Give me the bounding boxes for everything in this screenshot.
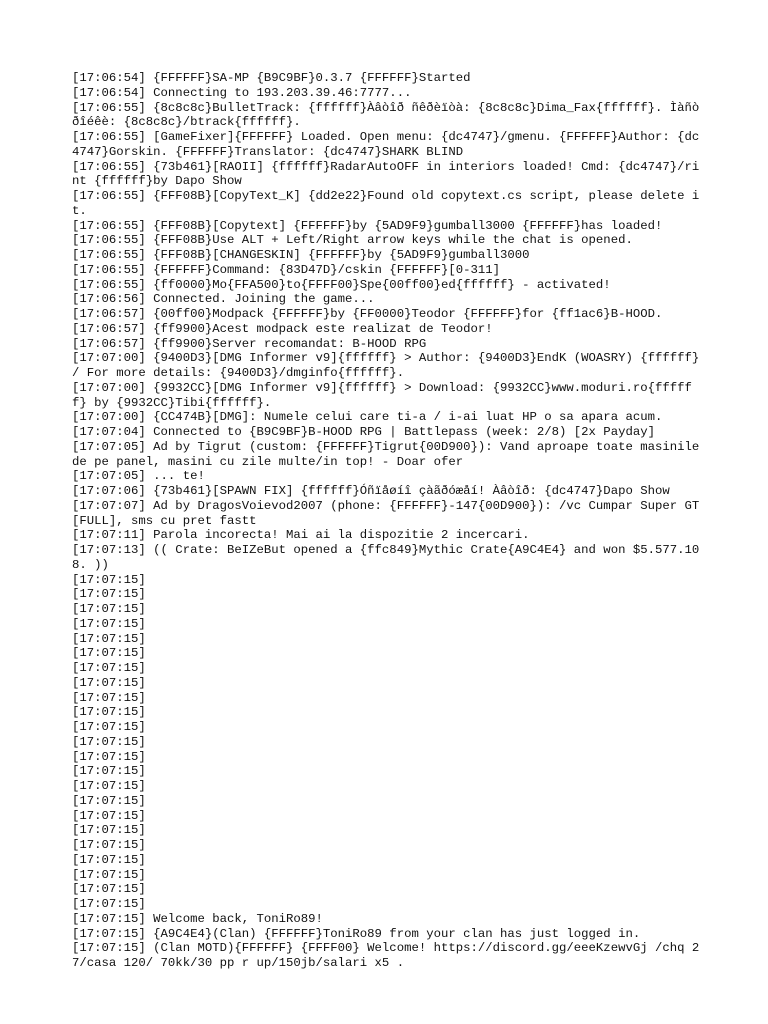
log-line: [17:07:15] xyxy=(72,882,146,897)
log-line: [17:07:15] xyxy=(72,897,146,911)
log-line: [17:07:15] {A9C4E4}(Clan) {FFFFFF}ToniRo89 from your clan has just logged in. xyxy=(72,926,641,941)
log-line: [17:07:15] xyxy=(72,675,146,690)
log-line: [17:07:15] (Clan MOTD){FFFFFF} {FFFF00} Welcome! https://discord.gg/eeeKzewvGj /chq 27/casa 120/ 70kk/30 pp r up/150jb/salari x5 . xyxy=(72,941,700,970)
log-line: [17:07:15] xyxy=(72,631,146,646)
log-line: [17:06:55] {ff0000}Mo{FFA500}to{FFFF00}Spe{00ff00}ed{ffffff} - activated! xyxy=(72,277,611,292)
log-line: [17:07:15] xyxy=(72,572,146,587)
log-line: [17:06:55] [GameFixer]{FFFFFF} Loaded. Open menu: {dc4747}/gmenu. {FFFFFF}Author: {dc4747}Gorskin. {FFFFFF}Translator: {dc4747}SHARK BLIND xyxy=(72,130,700,159)
log-line: [17:06:55] {FFFFFF}Command: {83D47D}/cskin {FFFFFF}[0-311] xyxy=(72,262,501,277)
log-line: [17:06:55] {8c8c8c}BulletTrack: {ffffff}Àâòîð ñêðèïòà: {8c8c8c}Dima_Fax{ffffff}. Ìàñòðîéêè: {8c8c8c}/btrack{ffffff}. xyxy=(72,100,700,130)
log-line: [17:07:15] xyxy=(72,646,146,661)
log-line: [17:07:07] Ad by DragosVoievod2007 (phone: {FFFFFF}-147{00D900}): /vc Cumpar Super GT [FULL], sms cu pret fastt xyxy=(72,498,707,528)
log-line: [17:06:54] {FFFFFF}SA-MP {B9C9BF}0.3.7 {FFFFFF}Started xyxy=(72,71,471,85)
log-line: [17:07:15] xyxy=(72,838,146,852)
log-line: [17:07:15] xyxy=(72,616,146,631)
log-line: [17:07:15] xyxy=(72,705,146,720)
log-line: [17:07:05] Ad by Tigrut (custom: {FFFFFF}Tigrut{00D900}): Vand aproape toate masinile de pe panel, masini cu zile multe/in top! - Doar ofer xyxy=(72,439,707,469)
log-line: [17:07:15] xyxy=(72,779,146,793)
log-line: [17:07:15] xyxy=(72,690,146,705)
chat-log xyxy=(72,71,707,971)
log-line: [17:07:15] xyxy=(72,867,146,882)
log-line: [17:06:55] {FFF08B}[Copytext] {FFFFFF}by {5AD9F9}gumball3000 {FFFFFF}has loaded! xyxy=(72,218,663,233)
log-line: [17:07:00] {9400D3}[DMG Informer v9]{ffffff} > Author: {9400D3}EndK (WOASRY) {ffffff} / For more details: {9400D3}/dmginfo{ffffff}. xyxy=(72,351,707,380)
log-line: [17:07:15] xyxy=(72,852,146,867)
log-line: [17:07:05] ... te! xyxy=(72,469,205,484)
log-line: [17:07:15] xyxy=(72,808,146,823)
log-line: [17:06:54] Connecting to 193.203.39.46:7777... xyxy=(72,85,412,100)
log-line: [17:07:15] xyxy=(72,734,146,749)
log-line: [17:06:55] {FFF08B}Use ALT + Left/Right arrow keys while the chat is opened. xyxy=(72,233,633,248)
log-line: [17:07:11] Parola incorecta! Mai ai la dispozitie 2 incercari. xyxy=(72,528,530,543)
log-line: [17:07:15] xyxy=(72,793,146,808)
log-line: [17:07:15] xyxy=(72,823,146,838)
log-line: [17:06:55] {FFF08B}[CHANGESKIN] {FFFFFF}by {5AD9F9}gumball3000 xyxy=(72,248,530,262)
log-line: [17:07:15] xyxy=(72,764,146,779)
log-line: [17:07:15] xyxy=(72,720,146,734)
log-line: [17:07:00] {9932CC}[DMG Informer v9]{ffffff} > Download: {9932CC}www.moduri.ro{ffffff} by {9932CC}Tibi{ffffff}. xyxy=(72,380,692,410)
log-line: [17:07:13] (( Crate: BeIZeBut opened a {ffc849}Mythic Crate{A9C4E4} and won $5.577.108. )) xyxy=(72,543,700,572)
log-line: [17:07:15] Welcome back, ToniRo89! xyxy=(72,911,323,926)
log-line: [17:07:15] xyxy=(72,602,146,616)
log-line: [17:06:57] {ff9900}Server recomandat: B-HOOD RPG xyxy=(72,336,427,351)
log-line: [17:06:55] {73b461}[RAOII] {ffffff}RadarAutoOFF in interiors loaded! Cmd: {dc4747}/rint {ffffff}by Dapo Show xyxy=(72,159,700,189)
log-line: [17:06:57] {ff9900}Acest modpack este realizat de Teodor! xyxy=(72,321,493,336)
log-line: [17:07:15] xyxy=(72,661,146,675)
log-line: [17:06:57] {00ff00}Modpack {FFFFFF}by {FF0000}Teodor {FFFFFF}for {ff1ac6}B-HOOD. xyxy=(72,307,663,321)
log-line: [17:07:00] {CC474B}[DMG]: Numele celui care ti-a / i-ai luat HP o sa apara acum. xyxy=(72,410,663,425)
log-line: [17:07:15] xyxy=(72,587,146,602)
log-line: [17:06:55] {FFF08B}[CopyText_K] {dd2e22}Found old copytext.cs script, please delete it. xyxy=(72,189,700,218)
log-line: [17:07:04] Connected to {B9C9BF}B-HOOD RPG | Battlepass (week: 2/8) [2x Payday] xyxy=(72,425,655,439)
log-line: [17:07:15] xyxy=(72,749,146,764)
log-line: [17:07:06] {73b461}[SPAWN FIX] {ffffff}Óñïåøíî çàãðóæåí! Àâòîð: {dc4747}Dapo Show xyxy=(72,484,670,498)
log-line: [17:06:56] Connected. Joining the game... xyxy=(72,292,375,307)
